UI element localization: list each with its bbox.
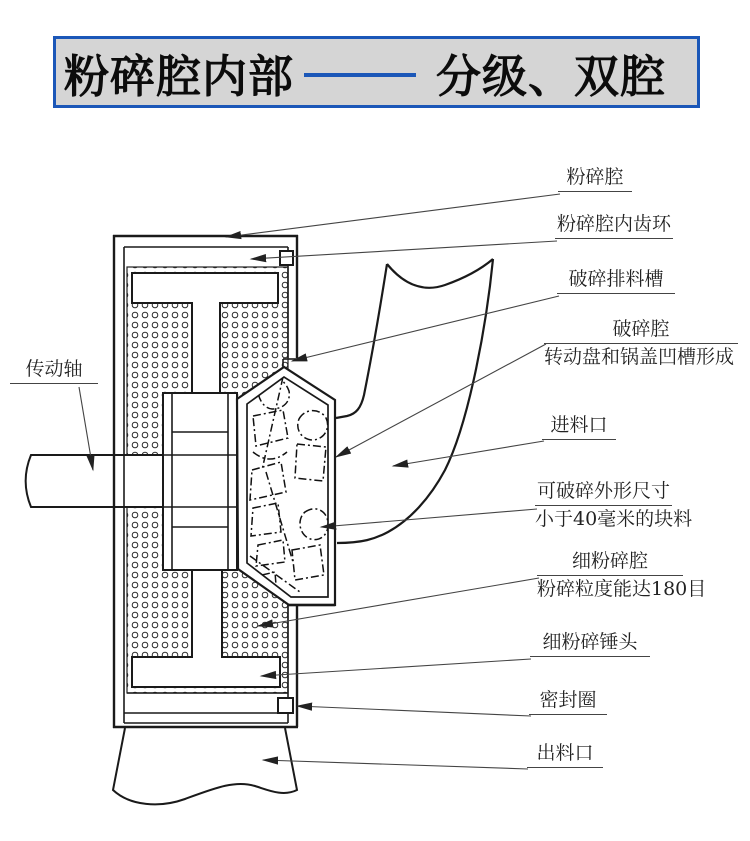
seal-ring-block [278,698,293,713]
outlet-chute [113,728,297,804]
ring-gear-key-block [280,251,293,265]
label-fine-hammer: 细粉碎锤头 [530,630,650,657]
label-fine-chamber: 细粉碎腔 粉碎粒度能达180目 [537,550,707,600]
bottom-plates [124,693,288,713]
leader-seal-ring [297,706,531,716]
crushing-chamber-inner-wall [247,377,328,597]
label-seal-ring: 密封圈 [529,688,607,715]
feed-inlet-funnel [336,259,493,543]
title-left: 粉碎腔内部 [64,49,295,103]
leader-outlet [263,760,528,769]
title-right: 分级、双腔 [436,49,667,103]
leader-discharge-slot [292,296,559,361]
leader-breaking-chamber [336,344,546,457]
leader-fine-hammer [261,659,531,676]
leader-feed-inlet [393,441,544,466]
label-ring-gear: 粉碎腔内齿环 [555,212,673,239]
rotor-column [163,393,237,570]
leader-lump-size [321,509,537,527]
label-lump-size: 可破碎外形尺寸 小于40毫米的块料 [535,480,693,530]
label-breaking-chamber: 破碎腔 转动盘和锅盖凹槽形成 [544,317,738,369]
label-crushing-chamber: 粉碎腔 [558,165,632,192]
label-discharge-slot: 破碎排料槽 [557,267,675,294]
leader-crushing-chamber [226,194,560,237]
label-feed-inlet: 进料口 [542,413,616,440]
label-outlet: 出料口 [527,741,603,768]
drive-shaft-body [26,455,163,507]
label-drive-shaft: 传动轴 [10,357,98,384]
